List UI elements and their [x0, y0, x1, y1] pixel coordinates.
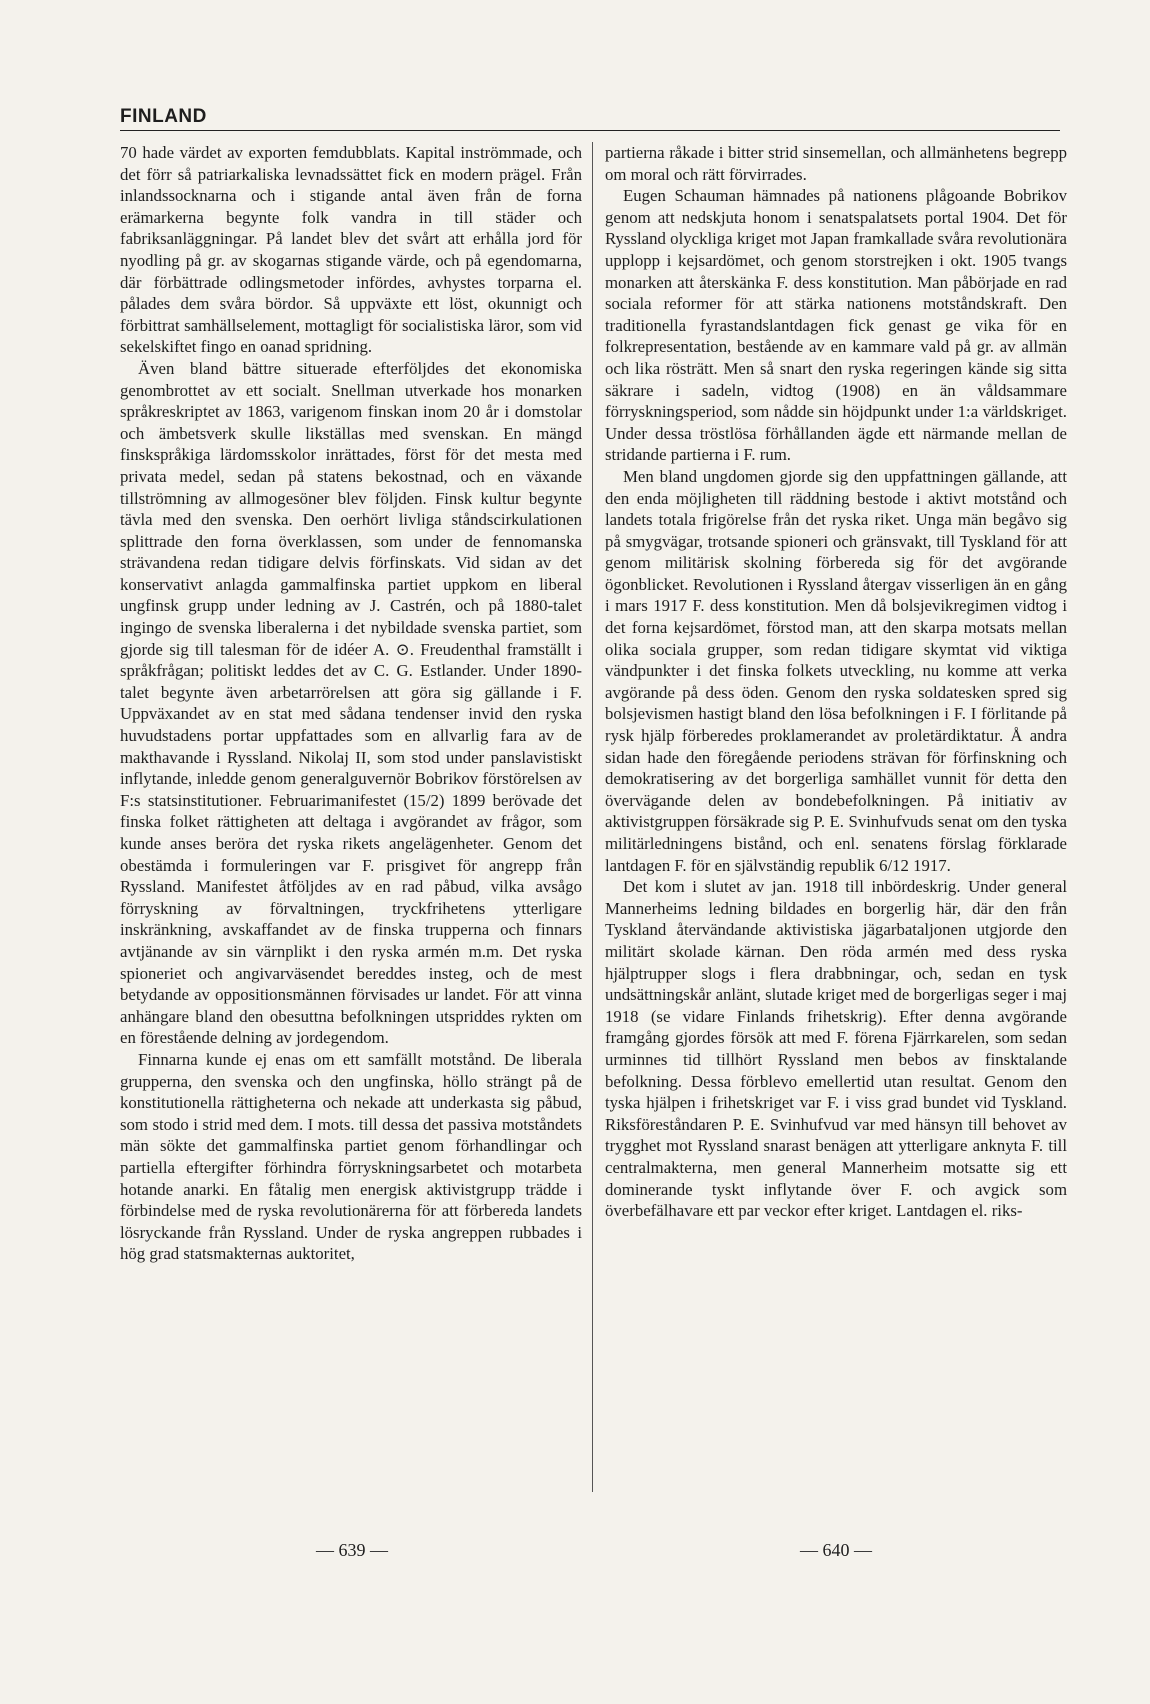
- right-column: [605, 142, 1067, 1222]
- paragraph: 70 hade värdet av exporten femdubblats. Kapital inströmmade, och det förr så patriarkaliska levnadssättet fick en modern prägel. Från inlandssocknarna och i stigande antal även från de forna erämarkerna begynte folk vandra in till städer och fabriksanläggningar. På landet blev det svårt att erhålla jord för nyodling på gr. av skogarnas stigande värde, och på egendomarna, där förbättrade odlingsmetoder infördes, avhystes torparna el. pålades dem svåra bördor. Så uppväxte ett löst, okunnigt och förbittrat samhällselement, mottagligt för socialistiska läror, som vid sekelskiftet fingo en oanad spridning.: [120, 143, 582, 357]
- paragraph: Det kom i slutet av jan. 1918 till inbördeskrig. Under general Mannerheims ledning bildades en borgerlig här, där den från Tyskland återvändande aktivistiska jägarbataljonen utgjorde den militärt skolade kärnan. Den röda armén med dess ryska hjälptrupper slogs i flera drabbningar, och, sedan en tysk undsättningskår anlänt, slutade kriget med de borgerligas seger i maj 1918 (se vidare Finlands frihetskrig). Efter denna avgörande framgång gjordes försök att med F. förena Fjärrkarelen, som sedan urminnes tid tillhört Ryssland men bebos av finsktalande befolkning. Dessa förblevo emellertid utan resultat. Genom den tyska hjälpen i frihetskriget var F. i viss grad bundet vid Tyskland. Riksföreståndaren P. E. Svinhufvud var med hänsyn till behovet av trygghet mot Ryssland snarast benägen att ytterligare anknyta F. till centralmakterna, men general Mannerheim motsatte sig ett dominerande tyskt inflytande över F. och avgick som överbefälhavare ett par veckor efter kriget. Lantdagen el. riks-: [605, 877, 1067, 1221]
- column-divider: [592, 142, 593, 1492]
- paragraph: partierna råkade i bitter strid sinsemellan, och allmänhetens begrepp om moral och rätt förvirrades.: [605, 143, 1067, 184]
- paragraph: Även bland bättre situerade efterföljdes det ekonomiska genombrottet av ett socialt. Snellman utverkade hos monarken språkreskriptet av 1863, varigenom finskan inom 20 år i domstolar och ämbetsverk skulle likställas med svenskan. En mängd finskspråkiga lärdomsskolor inrättades, först för det mesta med privata medel, sedan på statens bekostnad, och en växande tillströmning av allmogesöner blev följden. Finsk kultur begynte tävla med den svenska. Den oerhört livliga ståndscirkulationen splittrade den forna överklassen, som under de fennomanska strävandena redan tidigare delvis förfinskats. Vid sidan av det konservativt anlagda gammalfinska partiet uppkom en liberal ungfinsk grupp under ledning av J. Castrén, och på 1880-talet ingingo de svenska liberalerna i det nybildade svenska partiet, som gjorde sig till talesman för de idéer A. ⊙. Freudenthal framställt i språkfrågan; politiskt leddes det av C. G. Estlander. Under 1890-talet begynte även arbetarrörelsen att göra sig gällande i F. Uppväxandet av en stat med sådana tendenser invid den ryska huvudstadens portar uppfattades som en allvarlig fara av de makthavande i Ryssland. Nikolaj II, som stod under panslavistiskt inflytande, inledde genom generalguvernör Bobrikov förstörelsen av F:s statsinstitutioner. Februarimanifestet (15/2) 1899 berövade det finska folket rättigheten att deltaga i avgörandet av frågor, som kunde anses beröra det ryska rikets angelägenheter. Genom det obestämda i formuleringen var F. prisgivet för angrepp från Ryssland. Manifestet åtföljdes av en rad påbud, vilka avsågo förryskning av förvaltningen, tryckfrihetens ytterligare inskränkning, avskaffandet av de finska trupperna och finnars avtjänande av sin värnplikt i den ryska armén m.m. Det ryska spioneriet och angivarväsendet bereddes insteg, och de mest betydande av oppositionsmännen förvisades ur landet. För att vinna anhängare bland den obesuttna befolkningen utspriddes rykten om en förestående delning av jordegendom.: [120, 358, 582, 1048]
- page-header: [120, 106, 1060, 131]
- paragraph: Men bland ungdomen gjorde sig den uppfattningen gällande, att den enda möjligheten till räddning bestode i aktivt motstånd och landets totala frigörelse från det ryska riket. Unga män begåvo sig på smygvägar, trotsande spioneri och gränsvakt, till Tyskland för att genom militärisk skolning förbereda sig för det avgörande ögonblicket. Revolutionen i Ryssland återgav visserligen än en gång i mars 1917 F. dess konstitution. Men då bolsjevikregimen vidtog i det forna kejsardömet, förstod man, att den skarpa motsats mellan olika sociala grupper, som redan tidigare skymtat vid viktiga vändpunkter i det finska folkets utveckling, nu komme att verka avgörande på dess öden. Genom den ryska soldatesken spred sig bolsjevismen hastigt bland den lösa befolkningen i F. I förlitande på rysk hjälp förberedes proklamerandet av proletärdiktatur. Å andra sidan hade den föregående periodens strävan för förfinskning och demokratisering av det borgerliga samhället vunnit för detta den övervägande delen av bondebefolkningen. På initiativ av aktivistgruppen försäkrade sig P. E. Svinhufvuds senat om den tyska militärledningens bistånd, och enl. senatens förslag förklarade lantdagen F. för en självständig republik 6/12 1917.: [605, 466, 1067, 875]
- page-number-right: — 640 —: [800, 1540, 872, 1560]
- page-number-left: — 639 —: [316, 1540, 388, 1560]
- paragraph: Finnarna kunde ej enas om ett samfällt motstånd. De liberala grupperna, den svenska och den ungfinska, höllo strängt på de konstitutionella rättigheterna och nekade att underkasta sig påbud, som stodo i strid med dem. I mots. till dessa det passiva motståndets män sökte det gammalfinska partiet genom förhandlingar och partiella eftergifter förhindra förryskningsarbetet och motarbeta hotande anarki. En fåtalig men energisk aktivistgrupp trädde i förbindelse med de ryska revolutionärerna för att förbereda landets lösryckande från Ryssland. Under de ryska angreppen rubbades i hög grad statsmakternas auktoritet,: [120, 1049, 582, 1264]
- section-title: FINLAND: [120, 106, 207, 127]
- paragraph: Eugen Schauman hämnades på nationens plågoande Bobrikov genom att nedskjuta honom i senatspalatsets portal 1904. Det för Ryssland olyckliga kriget mot Japan framkallade svåra revolutionära upplopp i kejsardömet, och genom storstrejken i okt. 1905 tvangs monarken att återskänka F. dess konstitution. Man påbörjade en rad sociala reformer för att stärka nationens motståndskraft. Den traditionella fyrastandslantdagen fick genast ge vika för en folkrepresentation, bestående av en kammare vald på gr. av allmän och lika rösträtt. Men så snart den ryska regeringen kände sig sitta säkrare i sadeln, vidtog (1908) en än våldsammare förryskningsperiod, som nådde sin höjdpunkt under 1:a världskriget. Under dessa tröstlösa förhållanden ägde ett närmande mellan de stridande partierna i F. rum.: [605, 186, 1067, 465]
- left-column: [120, 142, 582, 1265]
